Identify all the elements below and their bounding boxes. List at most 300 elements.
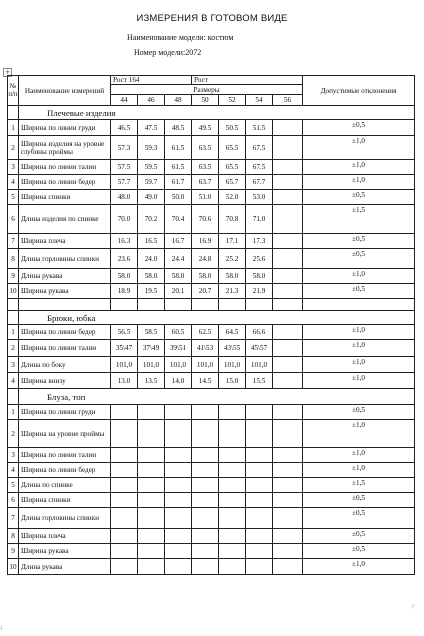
measurement-value — [192, 405, 219, 420]
measurement-value: 101,0 — [138, 357, 165, 373]
table-row — [8, 284, 415, 299]
measurement-value: 51.5 — [246, 120, 273, 136]
measurement-value — [165, 559, 192, 575]
measurement-value: 24.8 — [192, 249, 219, 269]
measurement-value: 52.0 — [219, 190, 246, 205]
measurement-value: 101,0 — [165, 357, 192, 373]
measurement-value: 53.0 — [246, 190, 273, 205]
measurement-value: 62.5 — [192, 325, 219, 340]
measurement-value — [273, 340, 303, 357]
header-size-46: 46 — [138, 95, 165, 106]
measurement-value: 41\53 — [192, 340, 219, 357]
row-number: 3 — [8, 160, 19, 175]
row-number: 2 — [8, 136, 19, 160]
measurement-name: Ширина внизу — [19, 373, 111, 389]
measurement-value — [192, 544, 219, 559]
row-number: 2 — [8, 420, 19, 448]
table-row — [8, 340, 415, 357]
measurement-name: Ширина на уровне проймы — [19, 420, 111, 448]
measurement-name: Ширина по линии груди — [19, 120, 111, 136]
measurement-value: 101,0 — [246, 357, 273, 373]
measurement-value — [219, 463, 246, 478]
measurement-name: Длина изделия по спинке — [19, 205, 111, 234]
table-row — [8, 373, 415, 389]
measurement-name: Ширина плеча — [19, 234, 111, 249]
measurement-name: Ширина по линии груди — [19, 405, 111, 420]
section-title: Брюки, юбка — [19, 311, 415, 325]
table-row — [8, 420, 415, 448]
measurement-value: 70.4 — [165, 205, 192, 234]
measurement-value — [246, 508, 273, 529]
measurement-value: 63.5 — [192, 136, 219, 160]
measurement-value — [246, 559, 273, 575]
row-number: 9 — [8, 269, 19, 284]
measurement-value: 13.5 — [138, 373, 165, 389]
tolerance-value: ±1,0 — [303, 420, 415, 448]
margin-corner-mark: ┌ — [411, 602, 415, 609]
measurement-value: 58.0 — [111, 269, 138, 284]
measurement-value: 51.0 — [192, 190, 219, 205]
measurement-value: 23.6 — [111, 249, 138, 269]
row-number: 10 — [8, 284, 19, 299]
measurement-value — [111, 559, 138, 575]
section-title-row — [8, 311, 415, 325]
empty-cell — [8, 299, 19, 311]
measurement-value: 57.3 — [111, 136, 138, 160]
table-row — [8, 478, 415, 493]
measurement-value — [165, 420, 192, 448]
tolerance-value: ±1,0 — [303, 463, 415, 478]
measurement-name: Длина по боку — [19, 357, 111, 373]
measurement-value — [273, 234, 303, 249]
empty-cell — [8, 311, 19, 325]
header-num: № п/п — [8, 76, 19, 106]
measurement-value — [111, 463, 138, 478]
measurement-value — [138, 448, 165, 463]
measurement-value — [246, 529, 273, 544]
measurement-value: 57.7 — [111, 175, 138, 190]
table-row — [8, 508, 415, 529]
measurement-value: 20.1 — [165, 284, 192, 299]
measurement-value — [273, 508, 303, 529]
measurement-value — [219, 559, 246, 575]
tolerance-value: ±0,5 — [303, 234, 415, 249]
measurement-value — [138, 508, 165, 529]
measurement-value — [273, 269, 303, 284]
measurement-value: 46.5 — [111, 120, 138, 136]
measurement-value — [273, 205, 303, 234]
measurement-value — [111, 478, 138, 493]
measurement-value — [138, 463, 165, 478]
measurement-value — [192, 508, 219, 529]
empty-cell — [138, 299, 165, 311]
measurement-value — [192, 529, 219, 544]
measurement-value: 63.5 — [192, 160, 219, 175]
measurement-value — [273, 493, 303, 508]
measurement-value: 16.7 — [165, 234, 192, 249]
table-row — [8, 234, 415, 249]
measurement-value: 16.5 — [138, 234, 165, 249]
row-number: 5 — [8, 478, 19, 493]
measurement-value — [273, 373, 303, 389]
measurement-value — [165, 405, 192, 420]
measurement-value: 20.7 — [192, 284, 219, 299]
header-height-1: Рост 164 — [111, 76, 192, 85]
measurement-value: 65.5 — [219, 136, 246, 160]
table-row — [8, 269, 415, 284]
measurement-name: Длина рукава — [19, 559, 111, 575]
tolerance-value: ±1,0 — [303, 373, 415, 389]
measurement-value: 65.7 — [219, 175, 246, 190]
measurement-value: 47.5 — [138, 120, 165, 136]
measurement-value: 59.3 — [138, 136, 165, 160]
row-number: 4 — [8, 175, 19, 190]
row-number: 1 — [8, 120, 19, 136]
measurement-value: 58.5 — [138, 325, 165, 340]
measurement-name: Ширина спинки — [19, 493, 111, 508]
measurement-value — [273, 529, 303, 544]
measurement-value: 61.5 — [165, 136, 192, 160]
header-size-50: 50 — [192, 95, 219, 106]
measurement-value: 56.5 — [111, 325, 138, 340]
row-number: 5 — [8, 190, 19, 205]
tolerance-value: ±0,5 — [303, 544, 415, 559]
header-size-56: 56 — [273, 95, 303, 106]
tolerance-value: ±0,5 — [303, 529, 415, 544]
measurement-value: 21.9 — [246, 284, 273, 299]
measurement-value: 21.3 — [219, 284, 246, 299]
tolerance-value: ±0,5 — [303, 249, 415, 269]
measurement-value — [111, 420, 138, 448]
measurement-name: Ширина по линии талии — [19, 448, 111, 463]
measurement-value — [219, 478, 246, 493]
empty-cell — [246, 299, 273, 311]
row-number: 7 — [8, 508, 19, 529]
measurement-value: 49.5 — [192, 120, 219, 136]
measurement-value — [219, 420, 246, 448]
row-number: 6 — [8, 493, 19, 508]
tolerance-value: ±0,5 — [303, 284, 415, 299]
measurement-name: Длина рукава — [19, 269, 111, 284]
model-name-label: Наименование модели: костюм — [127, 33, 234, 42]
measurement-value: 35\47 — [111, 340, 138, 357]
measurement-value: 48.0 — [111, 190, 138, 205]
measurement-value: 39\51 — [165, 340, 192, 357]
measurement-value — [246, 405, 273, 420]
measurement-value — [273, 463, 303, 478]
measurement-value — [165, 544, 192, 559]
measurement-value — [192, 448, 219, 463]
header-size-44: 44 — [111, 95, 138, 106]
tolerance-value: ±0,5 — [303, 493, 415, 508]
table-row — [8, 529, 415, 544]
spacer-row — [8, 299, 415, 311]
header-height-2: Рост — [192, 76, 303, 85]
measurement-value: 15.5 — [246, 373, 273, 389]
table-row — [8, 405, 415, 420]
measurement-value — [219, 493, 246, 508]
measurement-value — [219, 448, 246, 463]
tolerance-value: ±1,0 — [303, 448, 415, 463]
empty-cell — [273, 299, 303, 311]
tolerance-value: ±1,0 — [303, 325, 415, 340]
tolerance-value: ±0,5 — [303, 405, 415, 420]
measurement-value — [138, 529, 165, 544]
measurement-value — [138, 544, 165, 559]
measurement-value: 101,0 — [219, 357, 246, 373]
measurement-value: 59.7 — [138, 175, 165, 190]
table-row — [8, 249, 415, 269]
measurement-value — [219, 405, 246, 420]
measurement-value: 49.0 — [138, 190, 165, 205]
row-number: 3 — [8, 448, 19, 463]
measurement-name: Ширина по линии талии — [19, 160, 111, 175]
measurement-name: Ширина плеча — [19, 529, 111, 544]
measurements-table — [7, 75, 415, 575]
measurement-value — [192, 559, 219, 575]
measurement-value: 16.9 — [192, 234, 219, 249]
measurement-value — [273, 559, 303, 575]
measurement-value — [273, 175, 303, 190]
table-row — [8, 160, 415, 175]
measurement-value — [111, 529, 138, 544]
measurement-value: 17.1 — [219, 234, 246, 249]
tolerance-value: ±1,0 — [303, 357, 415, 373]
document-title: ИЗМЕРЕНИЯ В ГОТОВОМ ВИДЕ — [136, 13, 288, 24]
table-row — [8, 120, 415, 136]
table-row — [8, 357, 415, 373]
measurement-value — [246, 463, 273, 478]
row-number: 10 — [8, 559, 19, 575]
measurement-value: 58.0 — [192, 269, 219, 284]
empty-cell — [111, 299, 138, 311]
measurement-value: 16.3 — [111, 234, 138, 249]
measurement-name: Длина горловины спинки — [19, 249, 111, 269]
measurement-value: 65.5 — [219, 160, 246, 175]
table-row — [8, 136, 415, 160]
measurement-value: 59.5 — [138, 160, 165, 175]
table-row — [8, 493, 415, 508]
measurement-value: 24.4 — [165, 249, 192, 269]
header-size-54: 54 — [246, 95, 273, 106]
measurement-value — [219, 544, 246, 559]
measurement-value: 67.5 — [246, 136, 273, 160]
section-title-row — [8, 106, 415, 120]
measurement-value — [192, 420, 219, 448]
measurement-value — [111, 544, 138, 559]
measurement-value: 17.3 — [246, 234, 273, 249]
measurement-value: 14.5 — [192, 373, 219, 389]
measurement-value — [165, 529, 192, 544]
model-number-label: Номер модели:2072 — [134, 48, 202, 57]
measurement-value — [111, 405, 138, 420]
measurement-value: 13.0 — [111, 373, 138, 389]
header-name: Наименование измерений — [19, 76, 111, 106]
measurement-value — [165, 463, 192, 478]
measurement-value — [165, 448, 192, 463]
measurement-value: 43\55 — [219, 340, 246, 357]
measurement-value — [138, 478, 165, 493]
header-size-52: 52 — [219, 95, 246, 106]
tolerance-value: ±0,5 — [303, 120, 415, 136]
measurement-value: 14.0 — [165, 373, 192, 389]
measurement-value: 70.8 — [219, 205, 246, 234]
measurement-value — [273, 357, 303, 373]
measurement-value: 25.6 — [246, 249, 273, 269]
measurement-name: Ширина рукава — [19, 544, 111, 559]
tolerance-value: ±1,5 — [303, 205, 415, 234]
row-number: 3 — [8, 357, 19, 373]
measurement-name: Длина по спинке — [19, 478, 111, 493]
table-row — [8, 448, 415, 463]
measurement-value — [273, 448, 303, 463]
measurement-value: 66.6 — [246, 325, 273, 340]
measurement-value — [138, 559, 165, 575]
tolerance-value: ±1,0 — [303, 559, 415, 575]
measurement-value — [246, 544, 273, 559]
measurement-value: 64.5 — [219, 325, 246, 340]
measurement-value — [138, 493, 165, 508]
empty-cell — [19, 299, 111, 311]
empty-cell — [165, 299, 192, 311]
table-move-handle-icon[interactable]: + — [4, 68, 11, 76]
measurement-name: Ширина по линии талии — [19, 340, 111, 357]
measurement-value — [273, 544, 303, 559]
measurement-value: 25.2 — [219, 249, 246, 269]
row-number: 2 — [8, 340, 19, 357]
measurement-name: Ширина по линии бедер — [19, 325, 111, 340]
measurement-value — [138, 405, 165, 420]
measurement-value: 45\57 — [246, 340, 273, 357]
measurement-value — [246, 420, 273, 448]
table-row — [8, 190, 415, 205]
measurement-value — [192, 463, 219, 478]
row-number: 9 — [8, 544, 19, 559]
table-row — [8, 463, 415, 478]
measurement-value: 70.6 — [192, 205, 219, 234]
measurement-value — [219, 508, 246, 529]
measurement-value: 71.0 — [246, 205, 273, 234]
measurement-value — [111, 493, 138, 508]
measurement-value — [273, 405, 303, 420]
tolerance-value: ±0,5 — [303, 508, 415, 529]
measurement-value — [273, 249, 303, 269]
measurement-value: 58.0 — [138, 269, 165, 284]
tolerance-value: ±0,5 — [303, 190, 415, 205]
measurement-value — [273, 190, 303, 205]
measurement-value — [273, 420, 303, 448]
measurement-name: Ширина изделия на уровне глубины проймы — [19, 136, 111, 160]
measurement-value — [246, 478, 273, 493]
measurement-name: Ширина спинки — [19, 190, 111, 205]
measurement-value: 58.0 — [246, 269, 273, 284]
measurement-value: 57.5 — [111, 160, 138, 175]
tolerance-value: ±1,0 — [303, 160, 415, 175]
tolerance-value: ±1,0 — [303, 175, 415, 190]
measurement-value: 63.7 — [192, 175, 219, 190]
measurement-value: 70.2 — [138, 205, 165, 234]
measurement-value: 50.0 — [165, 190, 192, 205]
tolerance-value: ±1,0 — [303, 269, 415, 284]
measurement-value: 67.7 — [246, 175, 273, 190]
measurement-value — [246, 448, 273, 463]
measurement-value: 58.0 — [165, 269, 192, 284]
row-number: 1 — [8, 325, 19, 340]
empty-cell — [8, 389, 19, 405]
header-size-48: 48 — [165, 95, 192, 106]
measurement-value — [138, 420, 165, 448]
measurement-value: 101,0 — [111, 357, 138, 373]
row-number: 1 — [8, 405, 19, 420]
row-number: 4 — [8, 373, 19, 389]
measurement-value: 48.5 — [165, 120, 192, 136]
measurement-value — [246, 493, 273, 508]
header-sizes: Размеры — [111, 85, 303, 95]
measurement-value — [219, 529, 246, 544]
row-number: 6 — [8, 205, 19, 234]
measurement-value — [273, 478, 303, 493]
section-title-row — [8, 389, 415, 405]
measurement-value — [165, 478, 192, 493]
table-row — [8, 175, 415, 190]
measurement-value: 50.5 — [219, 120, 246, 136]
measurement-value: 70.0 — [111, 205, 138, 234]
empty-cell — [8, 106, 19, 120]
row-number: 7 — [8, 234, 19, 249]
measurement-value — [111, 448, 138, 463]
measurement-value — [165, 508, 192, 529]
measurement-name: Ширина по линии бедер — [19, 463, 111, 478]
empty-cell — [303, 299, 415, 311]
measurement-name: Ширина рукава — [19, 284, 111, 299]
measurement-value: 24.0 — [138, 249, 165, 269]
measurement-value: 60.5 — [165, 325, 192, 340]
measurement-value — [273, 120, 303, 136]
tolerance-value: ±1,0 — [303, 136, 415, 160]
table-row — [8, 205, 415, 234]
measurement-value: 15.0 — [219, 373, 246, 389]
measurement-value — [273, 160, 303, 175]
measurement-value: 61.5 — [165, 160, 192, 175]
measurement-value — [273, 325, 303, 340]
measurement-value: 37\49 — [138, 340, 165, 357]
table-row — [8, 325, 415, 340]
measurement-value — [273, 136, 303, 160]
measurement-value: 58.0 — [219, 269, 246, 284]
margin-corner-mark: ┘ — [0, 626, 4, 633]
measurement-value: 18.9 — [111, 284, 138, 299]
tolerance-value: ±1,5 — [303, 478, 415, 493]
measurement-value — [165, 493, 192, 508]
table-row — [8, 544, 415, 559]
measurement-value — [273, 284, 303, 299]
measurement-value — [192, 478, 219, 493]
measurement-value: 19.5 — [138, 284, 165, 299]
row-number: 8 — [8, 249, 19, 269]
measurement-value: 67.5 — [246, 160, 273, 175]
empty-cell — [219, 299, 246, 311]
section-title: Плечевые изделия — [19, 106, 415, 120]
header-tolerance: Допустимые отклонения — [303, 76, 415, 106]
measurement-name: Ширина по линии бедер — [19, 175, 111, 190]
measurement-value — [111, 508, 138, 529]
row-number: 8 — [8, 529, 19, 544]
measurement-value: 61.7 — [165, 175, 192, 190]
section-title: Блуза, топ — [19, 389, 415, 405]
measurement-value — [192, 493, 219, 508]
table-row — [8, 559, 415, 575]
row-number: 4 — [8, 463, 19, 478]
